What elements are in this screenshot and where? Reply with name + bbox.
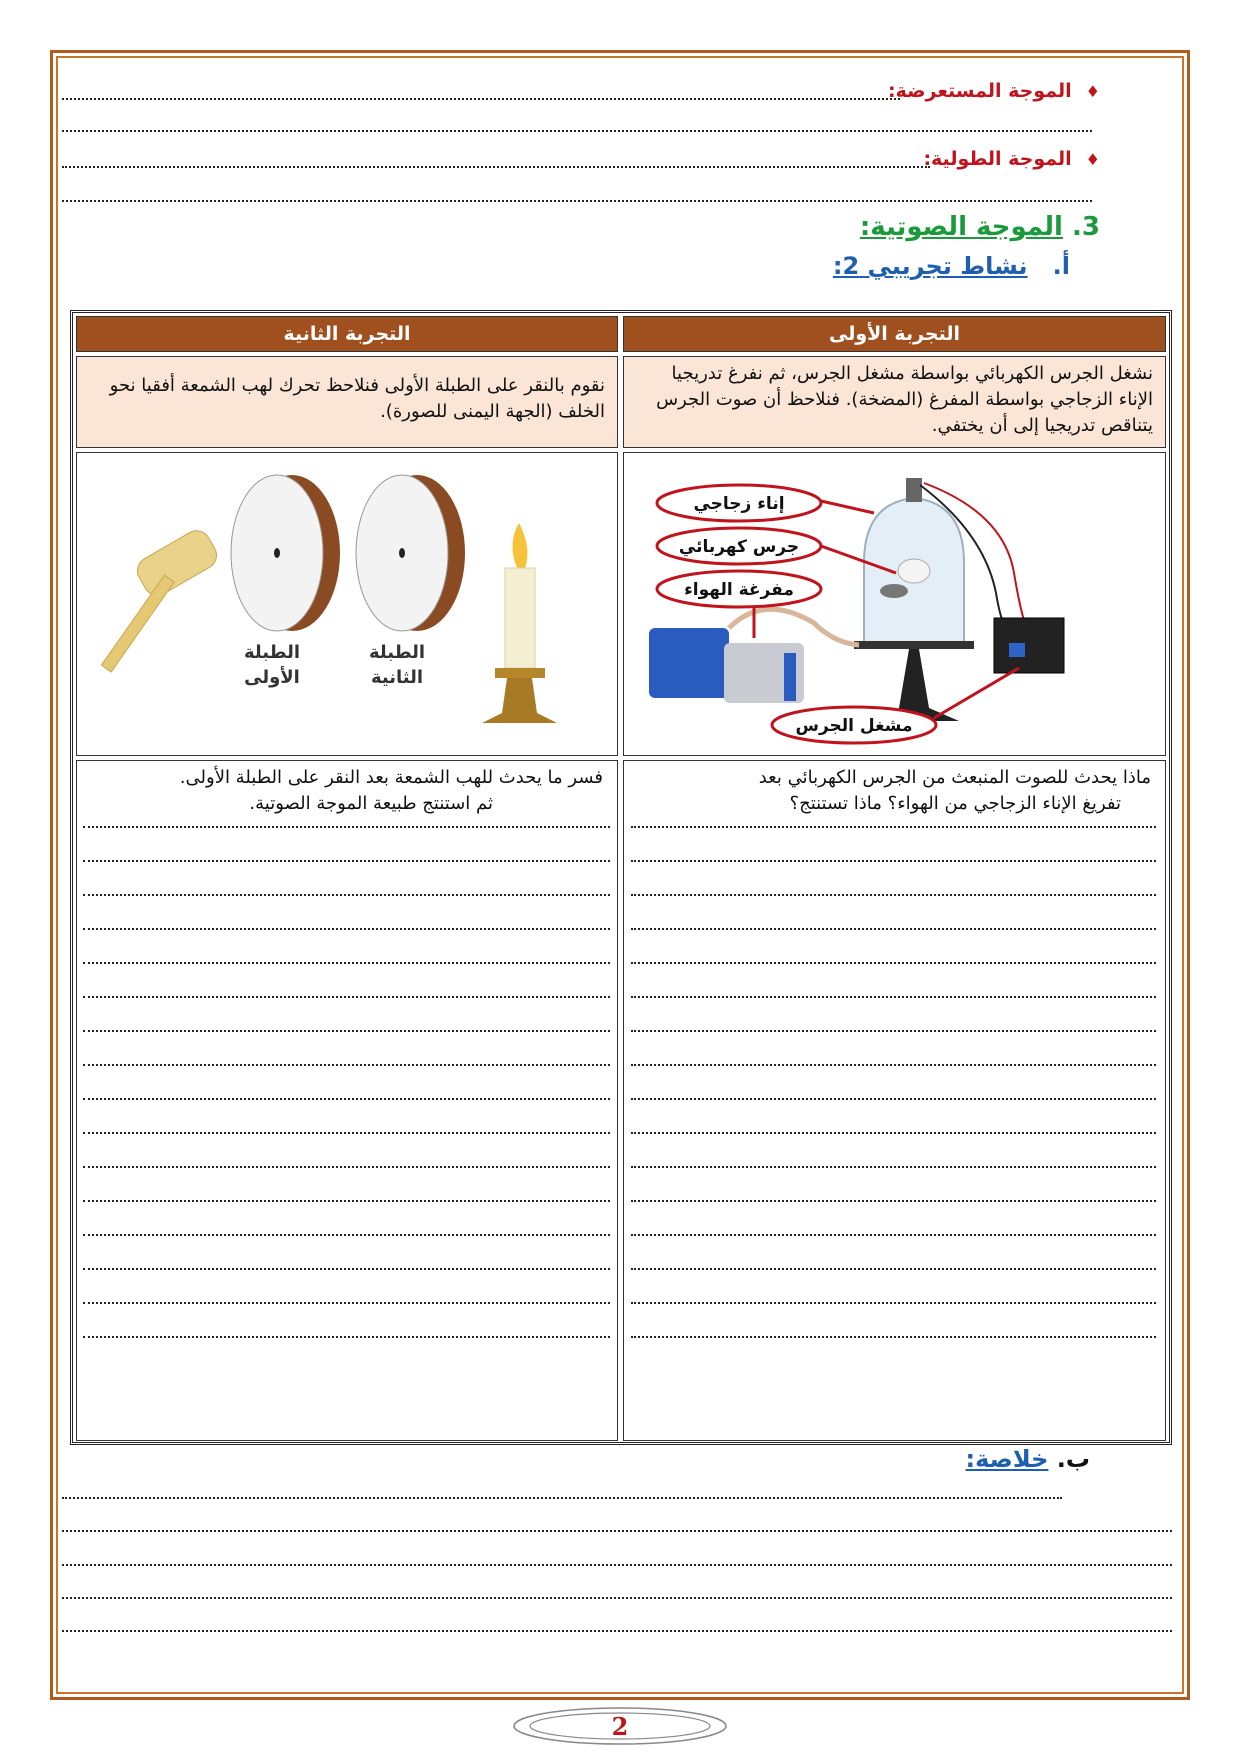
bullet-label: الموجة الطولية: [923, 148, 1072, 170]
exp2-description: نقوم بالنقر على الطبلة الأولى فنلاحظ تحرك لهب الشمعة أفقيا نحو الخلف (الجهة اليمنى للصورة). [76, 356, 618, 448]
label-drum2-b: الثانية [370, 667, 424, 688]
answer-line [631, 860, 1156, 862]
answer-line [631, 1064, 1156, 1066]
answer-line [631, 1132, 1156, 1134]
answer-line [62, 1630, 1172, 1632]
answer-line [631, 928, 1156, 930]
answer-line [631, 894, 1156, 896]
bullet-label: الموجة المستعرضة: [888, 80, 1072, 102]
answer-line [62, 130, 1092, 132]
answer-line [631, 962, 1156, 964]
answer-line [83, 1132, 610, 1134]
bell-hammer [880, 584, 908, 598]
answer-line [631, 1268, 1156, 1270]
answer-line [83, 1098, 610, 1100]
vacuum-bell-illustration [624, 453, 1164, 753]
exp1-description: نشغل الجرس الكهربائي بواسطة مشغل الجرس، ثم نفرغ تدريجيا الإناء الزجاجي بواسطة المفرغ (المضخة). فنلاحظ أن صوت الجرس يتناقص تدريجيا إلى أن يختفي. [623, 356, 1166, 448]
exp2-question-cell [76, 760, 618, 1441]
answer-line [631, 996, 1156, 998]
label-drum2-a: الطبلة [368, 642, 426, 663]
jar-base-plate [854, 641, 974, 649]
exp2-image-cell [76, 452, 618, 756]
exp1-question-cell [623, 760, 1166, 1441]
diamond-icon: ♦ [1085, 82, 1100, 101]
pump-cap [784, 653, 796, 701]
answer-line [83, 1200, 610, 1202]
pump-body [649, 628, 729, 698]
arrow-driver [934, 668, 1019, 718]
driver-switch [1009, 643, 1025, 657]
exp2-question-line2: ثم استنتج طبيعة الموجة الصوتية. [249, 793, 493, 814]
bell [898, 559, 930, 583]
candle-holder [482, 678, 557, 723]
summary-letter: ب. [1056, 1445, 1090, 1473]
answer-line [83, 1166, 610, 1168]
label-bell: جرس كهربائي [678, 537, 800, 557]
page-number-badge [510, 1705, 730, 1747]
answer-line [83, 894, 610, 896]
answer-line [83, 860, 610, 862]
label-drum1-b: الأولى [244, 667, 300, 688]
answer-line [631, 1234, 1156, 1236]
exp2-header: التجربة الثانية [76, 316, 618, 352]
answer-line [83, 1030, 610, 1032]
exp2-question-line1: فسر ما يحدث للهب الشمعة بعد النقر على الطبلة الأولى. [179, 767, 603, 788]
activity-letter: أ. [1052, 252, 1070, 280]
bullet-transverse [888, 80, 1100, 102]
jar-connector [906, 478, 922, 502]
answer-line [631, 1030, 1156, 1032]
candle-holder-top [495, 668, 545, 678]
section-number: 3. [1072, 212, 1100, 242]
vacuum-hose [729, 609, 859, 645]
mallet-head [132, 526, 221, 601]
exp1-image-cell [623, 452, 1166, 756]
diamond-icon: ♦ [1085, 150, 1100, 169]
answer-line [62, 1497, 1062, 1499]
answer-line [83, 1234, 610, 1236]
answer-line [631, 1200, 1156, 1202]
section-title: الموجة الصوتية: [859, 212, 1063, 242]
drums-candle-illustration [77, 453, 617, 753]
answer-line [62, 166, 930, 168]
bullet-longitudinal [923, 148, 1100, 170]
section-3-heading [860, 212, 1100, 242]
answer-line [83, 928, 610, 930]
candle-body [505, 568, 535, 668]
answer-line [631, 1336, 1156, 1338]
bell-driver [994, 618, 1064, 673]
answer-line [62, 200, 1092, 202]
answer-line [83, 996, 610, 998]
answer-line [62, 1597, 1172, 1599]
answer-line [83, 1064, 610, 1066]
answer-line [62, 1564, 1172, 1566]
answer-line [83, 962, 610, 964]
answer-line [83, 1336, 610, 1338]
summary-title: خلاصة: [965, 1445, 1049, 1473]
answer-line [631, 1098, 1156, 1100]
activity-heading [833, 252, 1070, 280]
answer-line [62, 1530, 1172, 1532]
exp1-question-line2: تفريغ الإناء الزجاجي من الهواء؟ ماذا تستنتج؟ [789, 793, 1121, 814]
candle-flame [512, 523, 527, 568]
drum2-hole [399, 548, 405, 558]
exp1-question-line1: ماذا يحدث للصوت المنبعث من الجرس الكهربائي بعد [758, 767, 1151, 788]
answer-line [631, 1166, 1156, 1168]
label-drum1-a: الطبلة [243, 642, 301, 663]
label-pump: مفرغة الهواء [684, 580, 794, 600]
exp1-header: التجربة الأولى [623, 316, 1166, 352]
activity-title: نشاط تجريبي 2: [832, 252, 1028, 280]
drum1-hole [274, 548, 280, 558]
answer-line [83, 826, 610, 828]
label-jar: إناء زجاجي [693, 494, 785, 514]
answer-line [83, 1302, 610, 1304]
arrow-jar [821, 501, 874, 513]
answer-line [83, 1268, 610, 1270]
experiments-table [70, 310, 1172, 1445]
label-driver: مشغل الجرس [795, 716, 913, 736]
mallet-handle [101, 575, 174, 672]
answer-line [631, 1302, 1156, 1304]
answer-line [62, 98, 900, 100]
answer-line [631, 826, 1156, 828]
page-number: 2 [611, 1712, 629, 1741]
summary-heading [966, 1445, 1090, 1473]
